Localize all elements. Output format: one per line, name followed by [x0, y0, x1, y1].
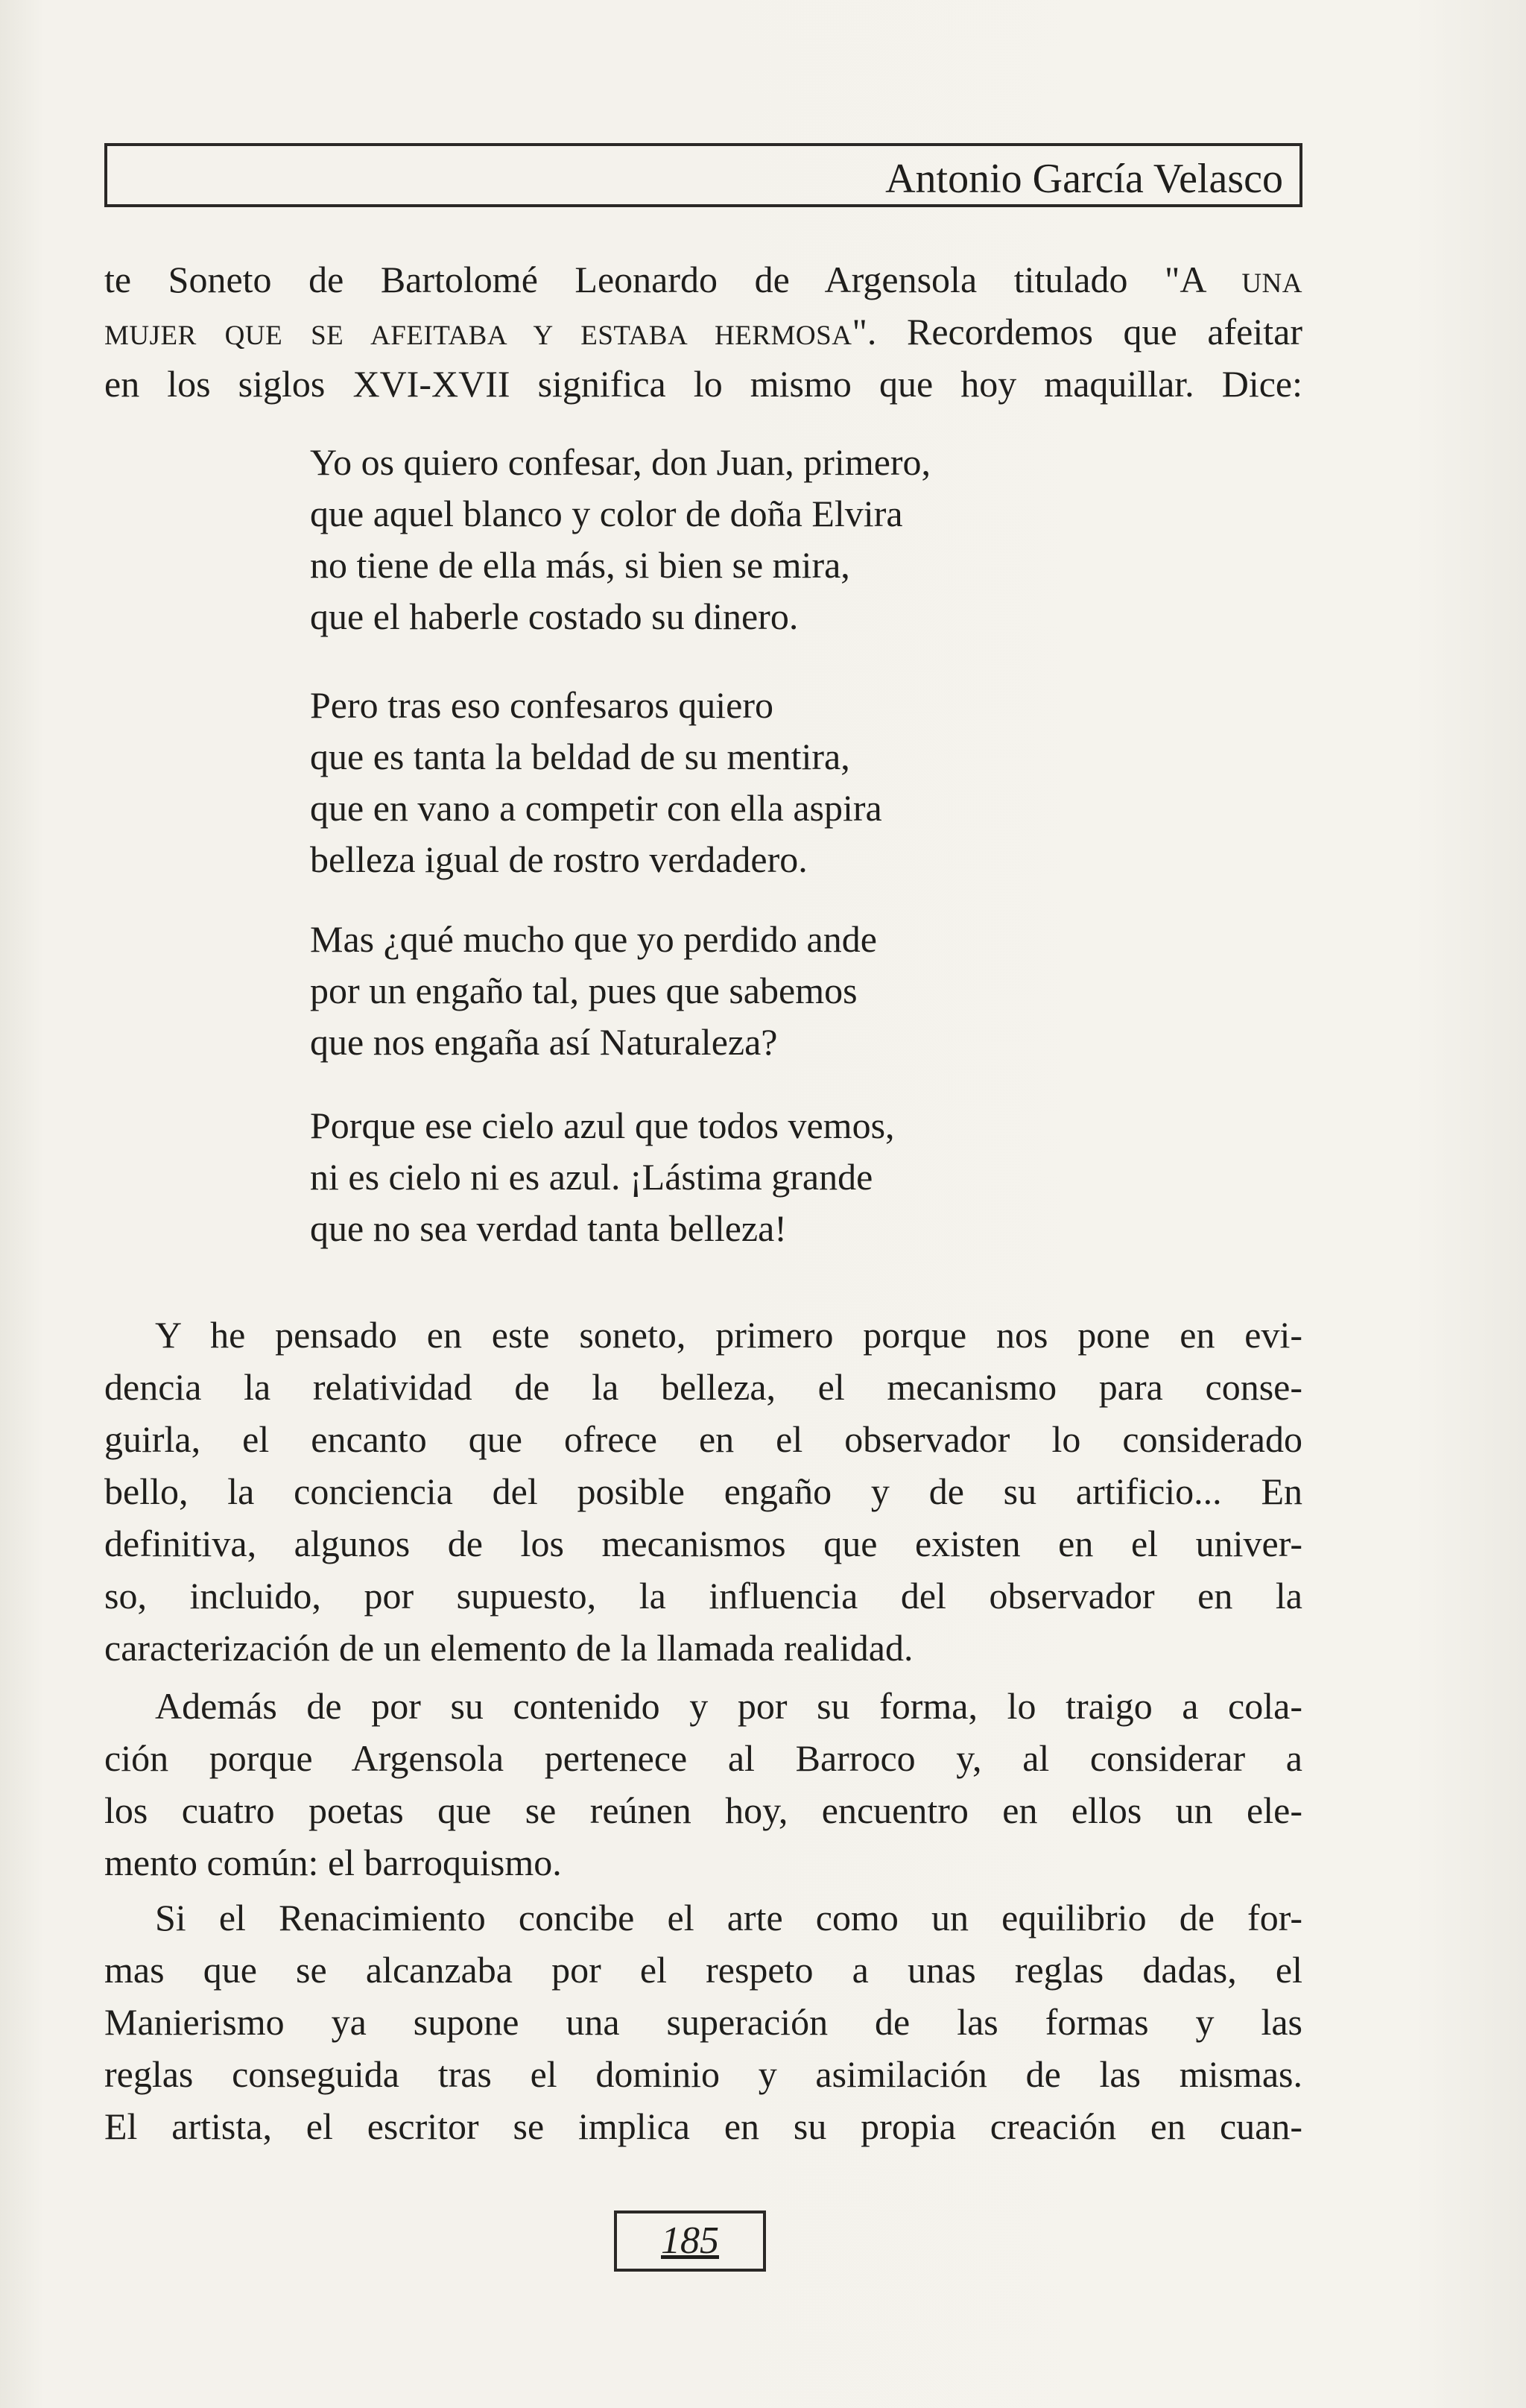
stanza	[310, 1100, 1204, 1254]
verse: que aquel blanco y color de doña Elvira	[310, 493, 903, 534]
running-header	[104, 143, 1302, 207]
verse: que el haberle costado su dinero.	[310, 595, 799, 637]
page-number-box	[614, 2211, 766, 2272]
verse: Pero tras eso confesaros quiero	[310, 684, 774, 726]
intro-line: te Soneto de Bartolomé Leonardo de Argensola titulado "A UNA	[104, 259, 1302, 300]
stanza	[310, 914, 1204, 1068]
stanza	[310, 680, 1204, 885]
intro-line: en los siglos XVI-XVII significa lo mismo que hoy maquillar. Dice:	[104, 363, 1302, 405]
paragraph-line: reglas conseguida tras el dominio y asimilación de las mismas.	[104, 2053, 1302, 2095]
verse: por un engaño tal, pues que sabemos	[310, 970, 858, 1011]
intro-line: MUJER QUE SE AFEITABA Y ESTABA HERMOSA". Recordemos que afeitar	[104, 311, 1302, 353]
intro-paragraph	[104, 253, 1302, 410]
paragraph-line: mas que se alcanzaba por el respeto a unas reglas dadas, el	[104, 1949, 1302, 1991]
verse: Porque ese cielo azul que todos vemos,	[310, 1105, 895, 1146]
paragraph-line: ción porque Argensola pertenece al Barroco y, al considerar a	[104, 1737, 1302, 1779]
paragraph-line: definitiva, algunos de los mecanismos que existen en el univer-	[104, 1523, 1302, 1564]
sonnet	[310, 914, 1204, 1068]
paragraph-line: guirla, el encanto que ofrece en el observador lo considerado	[104, 1418, 1302, 1460]
sonnet	[310, 437, 1204, 642]
paragraph	[104, 1309, 1302, 1674]
page-number: 185	[661, 2219, 719, 2262]
verse: belleza igual de rostro verdadero.	[310, 838, 808, 880]
verse: que es tanta la beldad de su mentira,	[310, 736, 850, 777]
paragraph-line: Y he pensado en este soneto, primero porque nos pone en evi-	[155, 1314, 1302, 1356]
verse: no tiene de ella más, si bien se mira,	[310, 544, 850, 586]
stanza	[310, 437, 1204, 642]
paragraph-line: bello, la conciencia del posible engaño y de su artificio... En	[104, 1470, 1302, 1512]
paragraph-line: Manierismo ya supone una superación de las formas y las	[104, 2001, 1302, 2043]
verse: Yo os quiero confesar, don Juan, primero,	[310, 441, 931, 483]
paragraph-line: caracterización de un elemento de la llamada realidad.	[104, 1627, 914, 1669]
verse: que en vano a competir con ella aspira	[310, 787, 882, 829]
verse: ni es cielo ni es azul. ¡Lástima grande	[310, 1156, 873, 1198]
paragraph	[104, 1680, 1302, 1889]
verse: Mas ¿qué mucho que yo perdido ande	[310, 918, 877, 960]
header-author: Antonio García Velasco	[885, 156, 1283, 202]
paragraph-line: so, incluido, por supuesto, la influencia del observador en la	[104, 1575, 1302, 1617]
paragraph-line: dencia la relatividad de la belleza, el mecanismo para conse-	[104, 1366, 1302, 1408]
sonnet	[310, 680, 1204, 885]
paragraph-line: mento común: el barroquismo.	[104, 1842, 562, 1883]
paragraph-line: los cuatro poetas que se reúnen hoy, encuentro en ellos un ele-	[104, 1789, 1302, 1831]
paragraph-line: Además de por su contenido y por su forma, lo traigo a cola-	[155, 1685, 1302, 1727]
sonnet	[310, 1100, 1204, 1254]
paragraph-line: El artista, el escritor se implica en su propia creación en cuan-	[104, 2105, 1302, 2147]
paragraph-line: Si el Renacimiento concibe el arte como un equilibrio de for-	[155, 1897, 1302, 1938]
verse: que no sea verdad tanta belleza!	[310, 1207, 787, 1249]
paragraph	[104, 1892, 1302, 2152]
verse: que nos engaña así Naturaleza?	[310, 1021, 778, 1063]
